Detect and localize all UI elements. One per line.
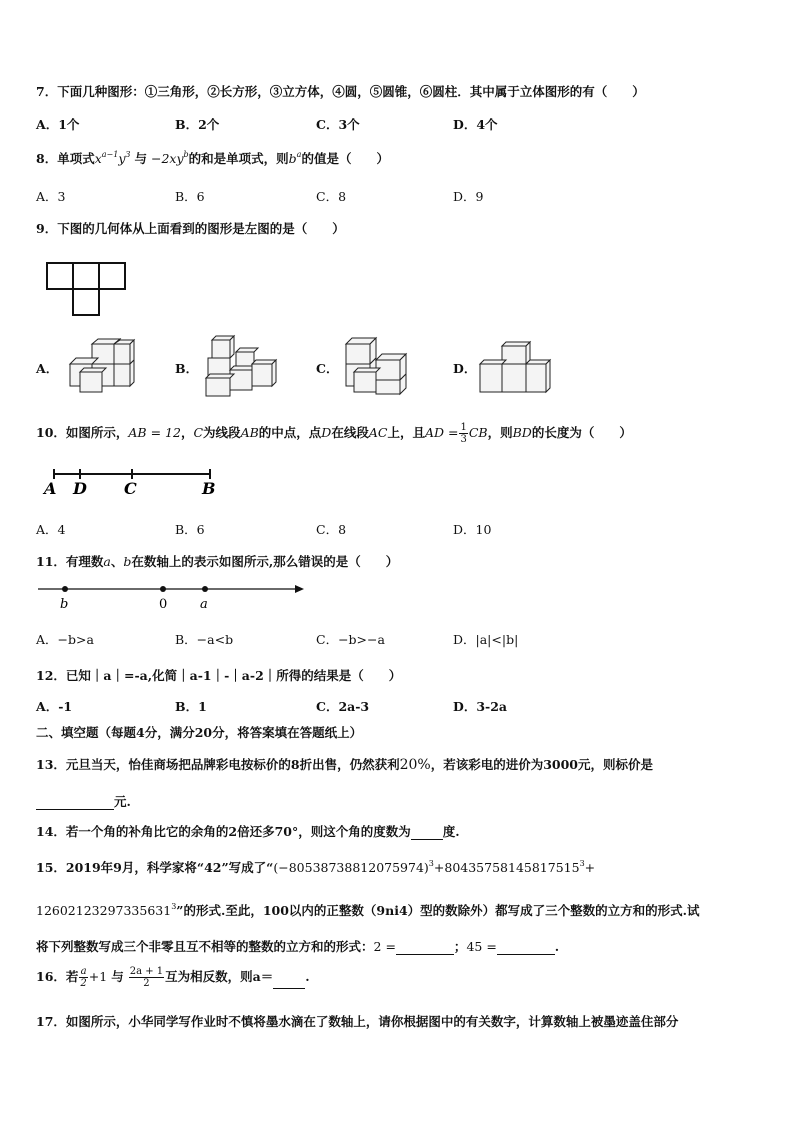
point-label-a: A [44,479,57,498]
question-13-stem: 13．元旦当天，怡佳商场把品牌彩电按标价的8折出售，仍然获利20%，若该彩电的进价为3000元，则标价是 [36,757,654,773]
q9-option-a-figure [66,338,138,396]
q7-option-a: A．1个 [36,117,80,132]
point-label-b: B [202,479,216,498]
top-view-figure [46,262,128,316]
axis-arrow-icon [295,585,304,593]
q15-answer-blank-45[interactable] [497,942,555,955]
q9-option-b-figure [202,334,278,398]
q10-segment-figure [40,462,230,502]
question-14-stem: 14．若一个角的补角比它的余角的2倍还多70°，则这个角的度数为 度. [36,824,460,839]
q8-option-b: B．6 [175,189,205,204]
q13-answer-blank[interactable] [36,797,114,810]
question-15-line-2: 12602123297335631$^3$”的形式.至此，100以内的正整数（9ni4）型的数除外）都写成了三个整数的立方和的形式.试 [36,902,700,918]
point-label-c: C [124,479,137,498]
q16-fraction-2: $\frac{2a + 1}{2}$ [129,966,164,989]
q7-option-c: C．3个 [316,117,360,132]
question-9-stem: 9．下图的几何体从上面看到的图形是左图的是（ ） [36,221,345,236]
q9-option-c-figure [340,336,410,396]
point-zero [160,586,166,592]
q7-option-b: B．2个 [175,117,220,132]
q16-fraction-1: $\frac{a}{2}$ [80,966,87,989]
q11-option-d: D．|a|<|b| [453,632,519,647]
top-view-square-right [99,263,125,289]
q11-option-a: A．−b>a [36,632,94,647]
point-a [202,586,208,592]
top-view-square-middle [73,263,99,289]
q11-option-c: C．−b>−a [316,632,385,647]
q8-option-a: A．3 [36,189,66,204]
q15-cube-2: 80435758145817515$^3$ [444,859,585,875]
question-8-stem: 8．单项式$x^{a-1}y^3$ 与 $-2xy^b$的和是单项式，则$b^a$的值是（ ） [36,150,389,166]
top-view-square-left [47,263,73,289]
section-2-heading: 二、填空题（每题4分，满分20分，将答案填在答题纸上） [36,725,363,740]
question-15-line-3: 将下列整数写成三个非零且互不相等的整数的立方和的形式：2 = ；45 = . [36,939,560,954]
axis-label-zero: 0 [159,597,168,612]
question-12-stem: 12．已知｜a｜=-a,化简｜a-1｜-｜a-2｜所得的结果是（ ） [36,668,402,683]
question-11-stem: 11．有理数a、b在数轴上的表示如图所示,那么错误的是（ ） [36,554,399,569]
q9-option-a-label: A． [36,361,59,376]
q15-answer-blank-2[interactable] [396,942,454,955]
point-b [62,586,68,592]
q12-option-b: B．1 [175,699,207,714]
q8-term2: $-2xy^b$ [150,150,189,166]
q12-option-c: C．2a-3 [316,699,370,714]
axis-label-b: b [60,597,69,612]
question-15-line-1: 15．2019年9月，科学家将“42”写成了“$(-80538738812075974)^3+80435758145817515^3+$ [36,859,596,875]
top-view-square-bottom [73,289,99,315]
q8-option-c: C．8 [316,189,347,204]
q10-option-b: B．6 [175,522,205,537]
question-16-stem: 16．若 $\frac{a}{2}$ +1 与 $\frac{2a + 1}{2}$ 互为相反数，则a＝ . [36,966,310,989]
q9-option-d-figure [476,340,552,396]
q10-option-d: D．10 [453,522,492,537]
q9-option-b-label: B． [175,361,199,376]
q8-option-d: D．9 [453,189,484,204]
axis-label-a: a [200,597,208,612]
q8-term1: $x^{a-1}y^3$ [94,150,131,166]
q7-option-d: D．4个 [453,117,498,132]
q10-option-a: A．4 [36,522,66,537]
q14-answer-blank[interactable] [411,827,443,840]
question-17-stem: 17．如图所示，小华同学写作业时不慎将墨水滴在了数轴上，请你根据图中的有关数字，计算数轴上被墨迹盖住部分 [36,1014,679,1029]
question-10-stem: 10．如图所示，AB = 12，C为线段AB的中点，点D在线段AC上，且AD = $\frac{1}{3}$ CB，则BD的长度为（ ） [36,422,632,445]
q12-option-d: D．3-2a [453,699,508,714]
point-label-d: D [73,479,87,498]
q8-expression: $b^a$ [288,150,302,166]
q9-option-d-label: D． [453,361,477,376]
q15-cube-3: 12602123297335631$^3$ [36,902,177,918]
question-7-stem: 7．下面几种图形：①三角形，②长方形，③立方体，④圆，⑤圆锥，⑥圆柱．其中属于立体图形的有（ ） [36,84,645,99]
q15-cube-1: $(-80538738812075974)^3$ [273,859,434,875]
q9-option-c-label: C． [316,361,339,376]
q10-fraction: $\frac{1}{3}$ [460,422,467,445]
question-13-answer-line: 元. [36,792,131,810]
q12-option-a: A．-1 [36,699,73,714]
q16-answer-blank[interactable] [273,976,305,989]
q11-number-line [36,578,308,614]
q11-option-b: B．−a<b [175,632,234,647]
q10-option-c: C．8 [316,522,347,537]
